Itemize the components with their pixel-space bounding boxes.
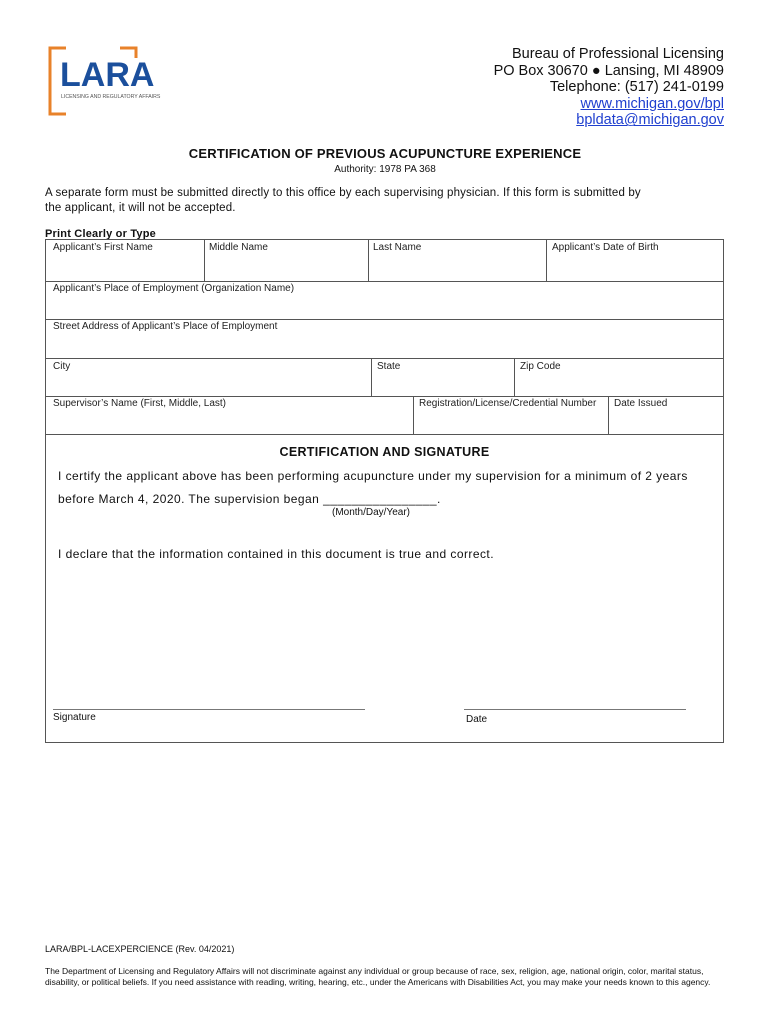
- form-id: LARA/BPL-LACEXPERCIENCE (Rev. 04/2021): [45, 944, 235, 954]
- declaration-text: I declare that the information contained in this document is true and correct.: [58, 547, 494, 561]
- street-address-field[interactable]: Street Address of Applicant’s Place of Employment: [53, 321, 278, 332]
- telephone: Telephone: (517) 241-0199: [549, 79, 724, 96]
- place-of-employment-field[interactable]: Applicant’s Place of Employment (Organization Name): [53, 283, 295, 294]
- signature-line[interactable]: [53, 709, 365, 710]
- signature-label: Signature: [53, 712, 96, 723]
- supervisor-name-field[interactable]: Supervisor’s Name (First, Middle, Last): [53, 398, 227, 409]
- website-link[interactable]: www.michigan.gov/bpl: [580, 95, 724, 112]
- registration-number-field[interactable]: Registration/License/Credential Number: [419, 398, 597, 409]
- row-divider: [46, 396, 723, 397]
- date-of-birth-field[interactable]: Applicant’s Date of Birth: [552, 242, 659, 253]
- bureau-address: [494, 46, 724, 129]
- logo-subtitle: LICENSING AND REGULATORY AFFAIRS: [61, 94, 161, 100]
- col-divider: [368, 240, 369, 281]
- authority: Authority: 1978 PA 368: [334, 164, 436, 175]
- zip-code-field[interactable]: Zip Code: [520, 361, 561, 372]
- logo-wordmark: LARA: [60, 56, 155, 94]
- last-name-field[interactable]: Last Name: [373, 242, 422, 253]
- lara-logo: [48, 46, 173, 116]
- first-name-field[interactable]: Applicant’s First Name: [53, 242, 153, 253]
- print-clearly-label: Print Clearly or Type: [45, 228, 156, 240]
- state-field[interactable]: State: [377, 361, 401, 372]
- date-label: Date: [466, 714, 488, 725]
- col-divider: [608, 396, 609, 434]
- col-divider: [413, 396, 414, 434]
- col-divider: [371, 358, 372, 396]
- col-divider: [514, 358, 515, 396]
- col-divider: [204, 240, 205, 281]
- nondiscrimination-notice: The Department of Licensing and Regulatory Affairs will not discriminate against any individual or group because of race, sex, religion, age, national origin, color, marital status, disability, or political beliefs. If you need assistance with reading, writing, hearing, etc., under the Americans with Disabilities Act, you may make your needs known to this agency.: [45, 966, 711, 987]
- certification-statement-line1: I certify the applicant above has been performing acupuncture under my supervision for a minimum of 2 years: [58, 469, 688, 483]
- col-divider: [546, 240, 547, 281]
- certification-heading: CERTIFICATION AND SIGNATURE: [279, 445, 490, 459]
- lara-logo-graphic: [48, 46, 173, 116]
- city-field[interactable]: City: [53, 361, 71, 372]
- email-link[interactable]: bpldata@michigan.gov: [576, 112, 724, 129]
- row-divider: [46, 358, 723, 359]
- middle-name-field[interactable]: Middle Name: [209, 242, 268, 253]
- row-divider: [46, 434, 723, 435]
- applicant-form: [45, 239, 724, 743]
- date-format-hint: (Month/Day/Year): [332, 507, 410, 518]
- date-issued-field[interactable]: Date Issued: [614, 398, 668, 409]
- intro-text: A separate form must be submitted directly to this office by each supervising physician. If this form is submitted by the applicant, it will not be accepted.: [45, 187, 641, 214]
- certification-statement-line2: before March 4, 2020. The supervision began ________________.: [58, 492, 441, 506]
- row-divider: [46, 281, 723, 282]
- po-box: PO Box 30670 ● Lansing, MI 48909: [493, 62, 724, 79]
- row-divider: [46, 319, 723, 320]
- form-title: CERTIFICATION OF PREVIOUS ACUPUNCTURE EXPERIENCE: [188, 146, 582, 161]
- date-line[interactable]: [464, 709, 686, 710]
- bureau-name: Bureau of Professional Licensing: [512, 46, 724, 62]
